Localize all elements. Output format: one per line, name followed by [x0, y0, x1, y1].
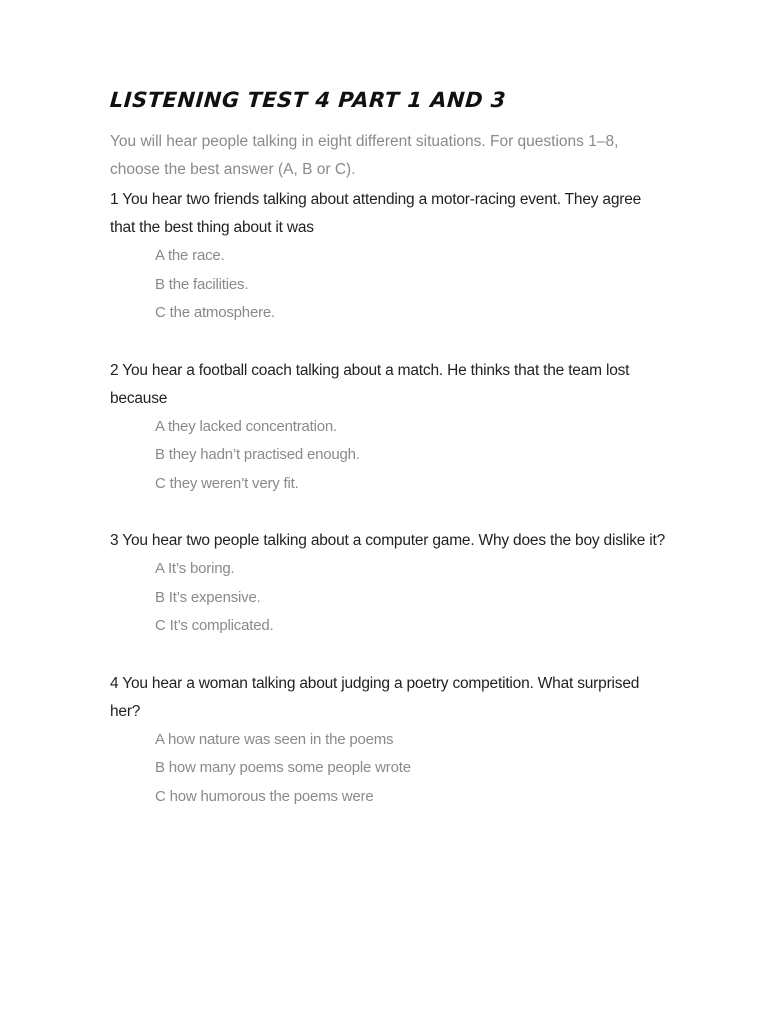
question-4: [110, 670, 670, 812]
answer-options: [110, 242, 670, 328]
question-1: [110, 186, 670, 328]
option-b: B they hadn’t practised enough.: [155, 446, 360, 463]
question-3: [110, 527, 670, 641]
spacer: [110, 498, 670, 527]
option-c: C It’s complicated.: [155, 617, 274, 634]
option-b: B how many poems some people wrote: [155, 759, 411, 776]
page-title: LISTENING TEST 4 PART 1 AND 3: [109, 88, 507, 112]
spacer: [110, 641, 670, 670]
option-c: C the atmosphere.: [155, 304, 275, 321]
answer-options: [110, 726, 670, 812]
option-a: A It’s boring.: [155, 560, 235, 577]
option-a: A how nature was seen in the poems: [155, 730, 394, 748]
option-c: C how humorous the poems were: [155, 787, 374, 805]
option-a: A the race.: [155, 247, 225, 264]
instructions: You will hear people talking in eight different situations. For questions 1–8, choose the best answer (A, B or C).: [110, 133, 619, 178]
question-text: 3 You hear two people talking about a computer game. Why does the boy dislike it?: [110, 532, 666, 549]
option-a: A they lacked concentration.: [155, 417, 338, 435]
answer-options: [110, 555, 670, 641]
question-text: 2 You hear a football coach talking about a match. He thinks that the team lost because: [110, 361, 630, 407]
option-b: B It’s expensive.: [155, 588, 261, 606]
answer-options: [110, 413, 670, 499]
option-c: C they weren’t very fit.: [155, 474, 299, 492]
document-page: [110, 88, 670, 811]
spacer: [110, 328, 670, 357]
question-2: [110, 357, 670, 499]
option-b: B the facilities.: [155, 275, 249, 293]
question-text: 1 You hear two friends talking about attending a motor-racing event. They agree that the best thing about it was: [110, 191, 642, 236]
question-text: 4 You hear a woman talking about judging a poetry competition. What surprised her?: [110, 674, 640, 720]
